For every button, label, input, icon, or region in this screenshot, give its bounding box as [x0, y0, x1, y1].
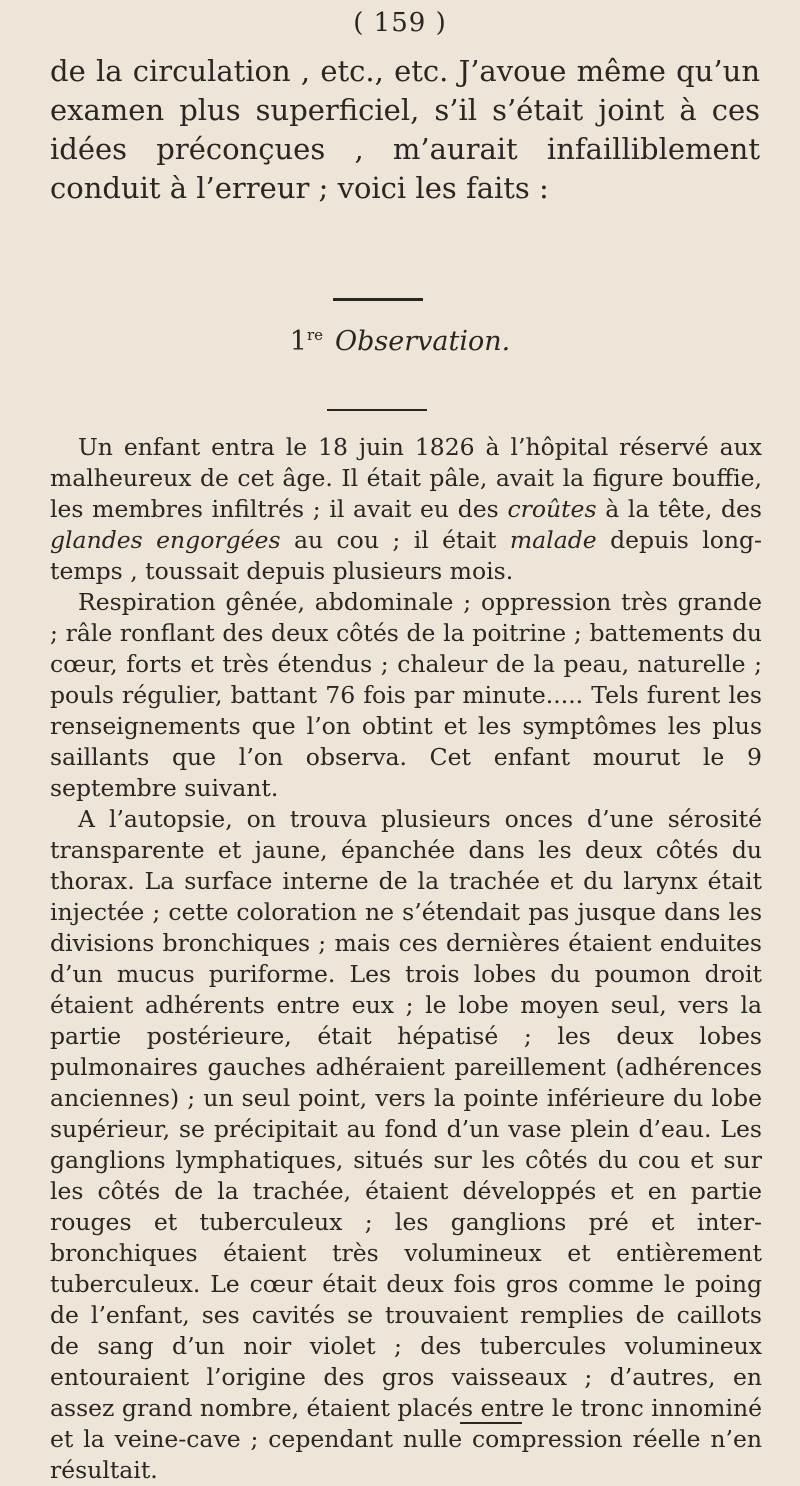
- term-glandes: glandes engorgées: [50, 526, 281, 554]
- page-number: ( 159 ): [353, 8, 447, 38]
- paragraph-symptoms: Respiration gênée, abdominale ; oppression très grande ; râle ronflant des deux côtés de la poitrine ; battements du cœur, forts et très étendus ; chaleur de la peau, naturelle ; pouls régulier, battant 76 fois par minute..... Tels furent les renseignements que l’on obtint et les symptômes les plus saillants que l’on observa. Cet enfant mourut le 9 septembre suivant.: [50, 588, 762, 802]
- paragraph-patient: Un enfant entra le 18 juin 1826 à l’hôpital réservé aux malheureux de cet âge. Il était pâle, avait la figure bouffie, les membres infiltrés ; il avait eu des croûtes à la tête, des glandes engorgées au cou ; il était malade depuis long-temps , toussait depuis plusieurs mois.: [50, 433, 762, 585]
- term-croutes: croûtes: [507, 495, 597, 523]
- observation-number-suffix: re: [306, 326, 323, 344]
- divider-bottom: [460, 1422, 522, 1424]
- intro-paragraph: de la circulation , etc., etc. J’avoue même qu’un examen plus superficiel, s’il s’était joint à ces idées préconçues , m’aurait infailliblement conduit à l’erreur ; voici les faits :: [50, 54, 760, 205]
- term-malade: malade: [509, 526, 597, 554]
- paragraph-autopsy: A l’autopsie, on trouva plusieurs onces d’une sérosité transparente et jaune, épanchée dans les deux côtés du thorax. La surface interne de la trachée et du larynx était injectée ; cette coloration ne s’étendait pas jusque dans les divisions bronchiques ; mais ces dernières étaient enduites d’un mucus puriforme. Les trois lobes du poumon droit étaient adhérents entre eux ; le lobe moyen seul, vers la partie postérieure, était hépatisé ; les deux lobes pulmonaires gauches adhéraient pareillement (adhérences anciennes) ; un seul point, vers la pointe inférieure du lobe supérieur, se précipitait au fond d’un vase plein d’eau. Les ganglions lymphatiques, situés sur les côtés du cou et sur les côtés de la trachée, étaient développés et en partie rouges et tuberculeux ; les ganglions pré et inter-bronchiques étaient très volumineux et entièrement tuberculeux. Le cœur était deux fois gros comme le poing de l’enfant, ses cavités se trouvaient remplies de caillots de sang d’un noir violet ; des tubercules volumineux entouraient l’origine des gros vaisseaux ; d’autres, en assez grand nombre, étaient placés entre le tronc innominé et la veine-cave ; cependant nulle compression réelle n’en résultait.: [50, 805, 762, 1484]
- observation-body: [50, 432, 762, 1486]
- observation-number: 1: [289, 326, 307, 357]
- divider-middle: [327, 409, 427, 411]
- observation-title: Observation.: [335, 326, 511, 357]
- divider-top: [333, 298, 423, 301]
- observation-heading: [0, 326, 800, 357]
